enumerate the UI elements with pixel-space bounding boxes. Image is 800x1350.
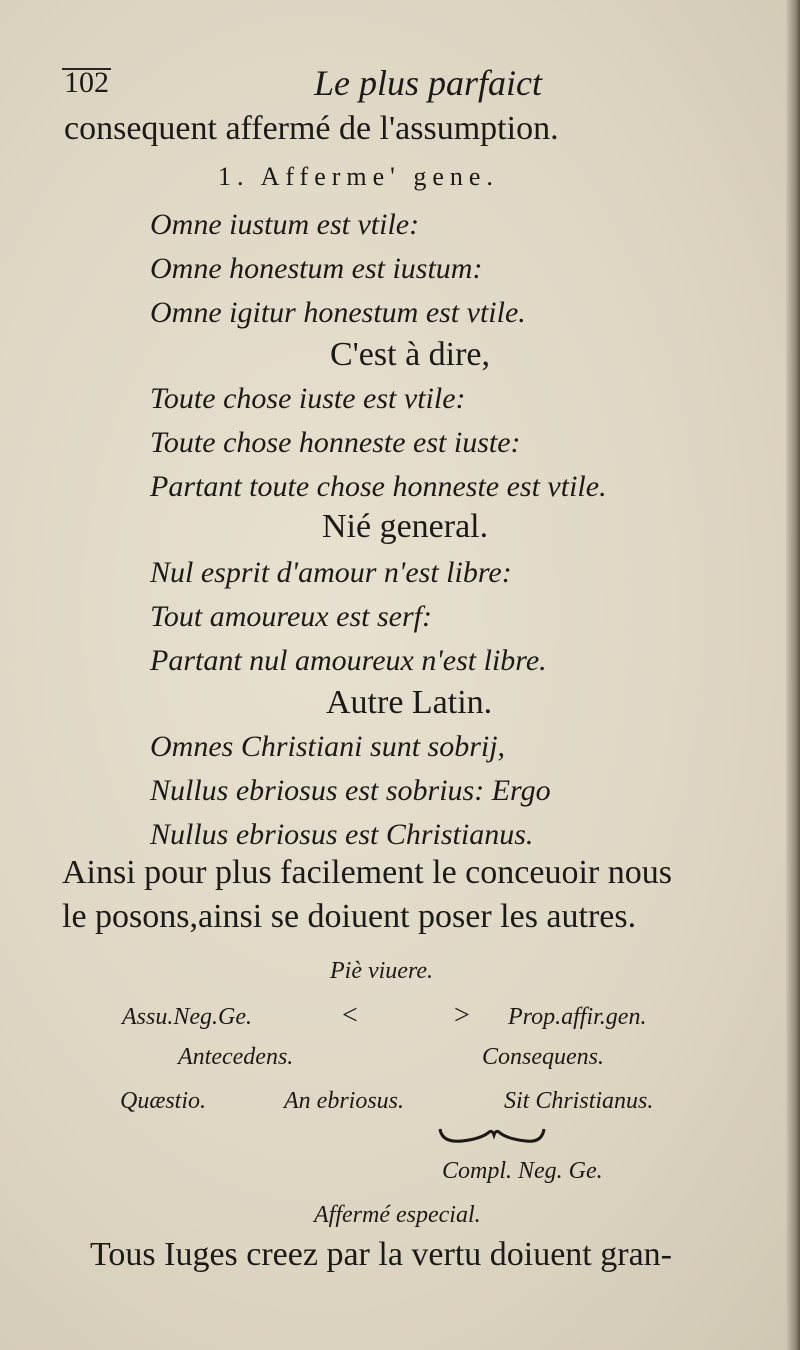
page-edge bbox=[786, 0, 800, 1350]
diagram-an: An ebriosus. bbox=[284, 1088, 404, 1114]
page-number: 102 bbox=[64, 66, 109, 99]
text-line: Tous Iuges creez par la vertu doiuent gran- bbox=[90, 1236, 672, 1273]
text-line: Omne honestum est iustum: bbox=[150, 252, 483, 285]
text-line: Omne igitur honestum est vtile. bbox=[150, 296, 526, 329]
subheading: Autre Latin. bbox=[326, 684, 493, 721]
diagram-left-prop: Assu.Neg.Ge. bbox=[122, 1004, 252, 1030]
brace-ornament bbox=[436, 1125, 548, 1151]
text-line: Omne iustum est vtile: bbox=[150, 208, 420, 241]
subheading: Nié general. bbox=[322, 508, 489, 545]
diagram-antecedent: Antecedens. bbox=[178, 1044, 294, 1070]
text-line: Nul esprit d'amour n'est libre: bbox=[150, 556, 512, 589]
text-line: Nullus ebriosus est Christianus. bbox=[150, 818, 534, 851]
text-line: Partant nul amoureux n'est libre. bbox=[150, 644, 547, 677]
section-heading: 1. Afferme' gene. bbox=[218, 162, 499, 191]
page-header bbox=[64, 62, 644, 102]
text-line: Tout amoureux est serf: bbox=[150, 600, 432, 633]
diagram-top: Piè viuere. bbox=[330, 958, 434, 984]
text-line: le posons,ainsi se doiuent poser les autres. bbox=[62, 898, 637, 935]
diagram-question: Quæstio. bbox=[120, 1088, 207, 1114]
text-line: Partant toute chose honneste est vtile. bbox=[150, 470, 607, 503]
text-line: Toute chose iuste est vtile: bbox=[150, 382, 466, 415]
text-line: consequent affermé de l'assumption. bbox=[64, 110, 559, 147]
diagram-sit: Sit Christianus. bbox=[504, 1088, 654, 1114]
text-line: Toute chose honneste est iuste: bbox=[150, 426, 521, 459]
right-arrow: > bbox=[454, 1000, 470, 1031]
text-line: Ainsi pour plus facilement le conceuoir nous bbox=[62, 854, 672, 891]
diagram-right-prop: Prop.affir.gen. bbox=[508, 1004, 647, 1030]
diagram-consequent: Consequens. bbox=[482, 1044, 604, 1070]
left-arrow: < bbox=[342, 1000, 358, 1031]
text-line: Nullus ebriosus est sobrius: Ergo bbox=[150, 774, 551, 807]
subheading: C'est à dire, bbox=[330, 336, 491, 373]
text-line: Omnes Christiani sunt sobrij, bbox=[150, 730, 506, 763]
diagram-compl: Compl. Neg. Ge. bbox=[442, 1158, 603, 1184]
running-title: Le plus parfaict bbox=[314, 63, 543, 103]
diagram-special: Affermé especial. bbox=[314, 1202, 481, 1228]
